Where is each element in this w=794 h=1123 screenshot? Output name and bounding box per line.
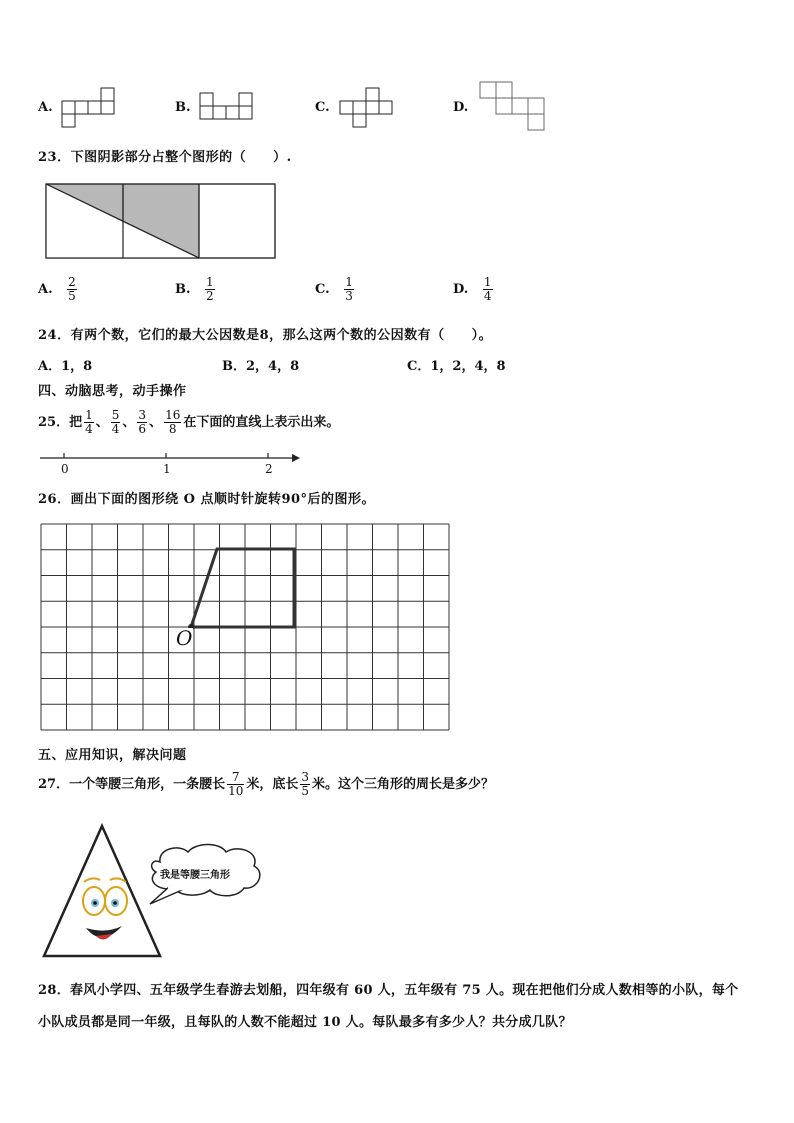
q24-option-c: C．1，2，4，8 (407, 359, 506, 374)
q23-question: 23．下图阴影部分占整个图形的（ ）. (38, 150, 292, 165)
q26-question: 26．画出下面的图形绕 O 点顺时针旋转90°后的图形。 (38, 492, 376, 507)
q23-option-d: D. $\frac{1}{4}$ (453, 275, 492, 303)
q23-option-b: B. $\frac{1}{2}$ (175, 275, 214, 303)
q24-option-b: B．2，4，8 (222, 359, 300, 374)
q23-option-a: A. $\frac{2}{5}$ (38, 275, 76, 303)
section-4-heading: 四、动脑思考，动手操作 (38, 384, 187, 399)
q22-net-a-figure (62, 88, 116, 128)
q28-question-line-2: 小队成员都是同一年级，且每队的人数不能超过 10 人。每队最多有多少人？共分成几队？ (38, 1015, 572, 1030)
q26-point-o-label: O (176, 626, 193, 650)
q22-option-c-label: C. (315, 100, 330, 115)
q26-grid-figure (40, 523, 450, 733)
q27-bubble-text: 我是等腰三角形 (160, 870, 230, 881)
q22-net-d-figure (480, 82, 548, 134)
q22-option-a-label: A. (38, 100, 53, 115)
q28-question-line-1: 28．春风小学四、五年级学生春游去划船，四年级有 60 人，五年级有 75 人。现在把他们分成人数相等的小队，每个 (38, 983, 739, 998)
q22-net-c-figure (340, 88, 394, 128)
q24-option-a: A．1，8 (38, 359, 93, 374)
q22-option-d-label: D. (453, 100, 469, 115)
q25-tick-0: 0 (61, 462, 69, 476)
q25-question: 25．把 $\frac{1}{4}$ 、 $\frac{5}{4}$ 、 $\frac{3}{6}$ 、 $\frac{16}{8}$ 在下面的直线上表示出来。 (38, 408, 340, 436)
q24-question: 24．有两个数，它们的最大公因数是8，那么这两个数的公因数有（ ）。 (38, 328, 493, 343)
q23-option-c: C. $\frac{1}{3}$ (315, 275, 353, 303)
q22-net-b-figure (200, 93, 254, 121)
q23-white-region (45, 183, 277, 259)
q25-tick-2: 2 (265, 462, 273, 476)
q27-question: 27．一个等腰三角形，一条腰长 $\frac{7}{10}$ 米，底长 $\frac{3}{5}$ 米。这个三角形的周长是多少？ (38, 770, 495, 798)
section-5-heading: 五、应用知识，解决问题 (38, 748, 187, 763)
q25-tick-1: 1 (163, 462, 171, 476)
q22-option-b-label: B. (175, 100, 191, 115)
